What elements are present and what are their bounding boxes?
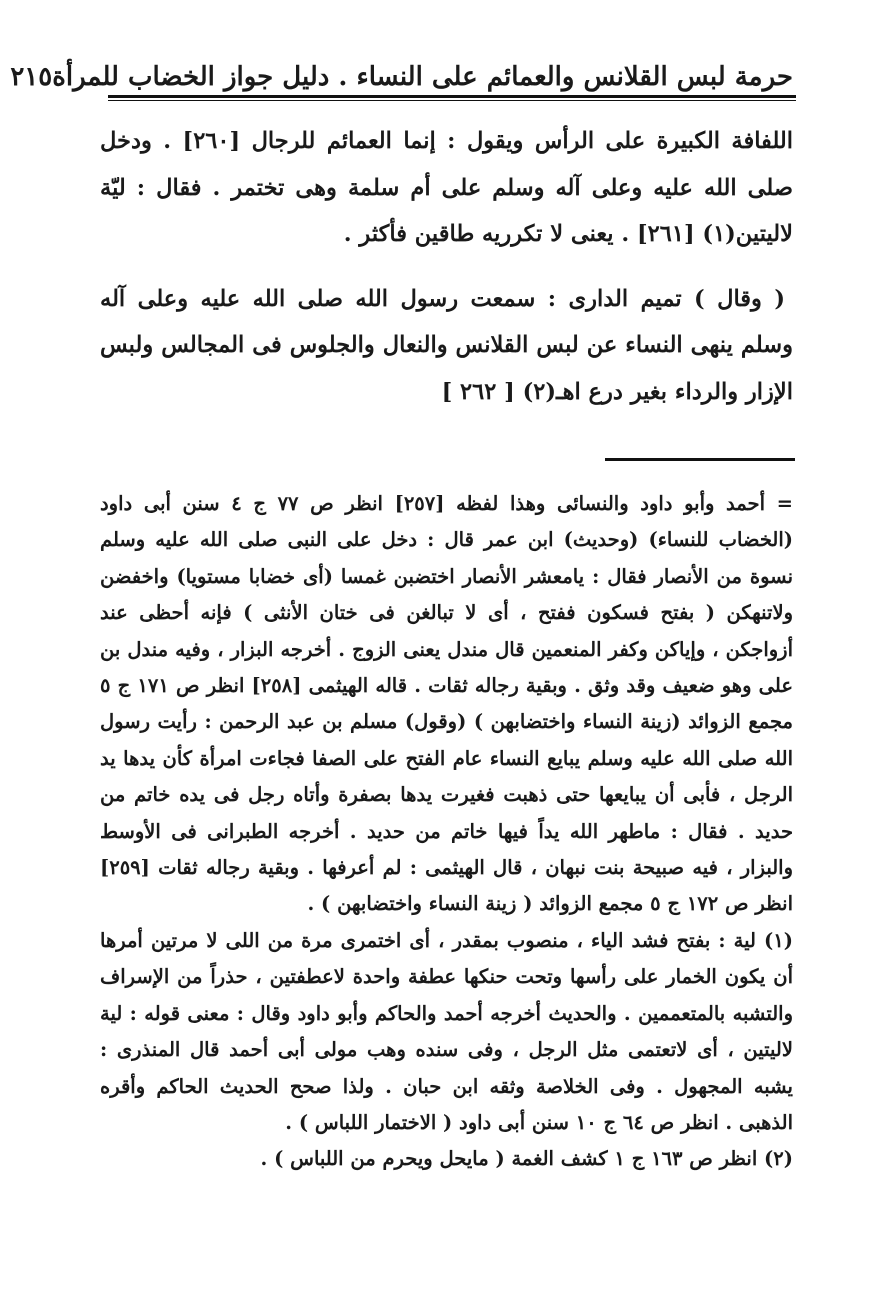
running-title: حرمة لبس القلانس والعمائم على النساء . دليل جواز الخضاب للمرأة	[52, 62, 793, 92]
footnote-1: (١) لية : بفتح فشد الياء ، منصوب بمقدر ، أى اختمرى مرة من اللى لا مرتين أمرها أن يكون الخمار على رأسها وتحت حنكها عطفة واحدة لاعطفتين ، حذراً من الإسراف والتشبه بالمتعممين . والحديث أخرجه أحمد والحاكم وأبو داود وقال : معنى قوله : لية لاليتين ، أى لاتعتمى مثل الرجل ، وفى سنده وهب مولى أبى أحمد قال المنذرى : يشبه المجهول . وفى الخلاصة وثقه ابن حبان . ولذا صحح الحديث الحاكم وأقره الذهبى . انظر ص ٦٤ ج ١٠ سنن أبى داود ( الاختمار اللباس ) .	[100, 928, 793, 1134]
main-paragraph: اللفافة الكبيرة على الرأس ويقول : إنما العمائم للرجال [٢٦٠] . ودخل صلى الله عليه وعلى آله وسلم على أم سلمة وهى تختمر . فقال : ليّة لاليتين(١) [٢٦١] . يعنى لا تكرريه طاقين فأكثر .	[100, 128, 793, 247]
footnotes	[100, 486, 793, 1178]
page-header	[10, 44, 793, 92]
header-rule	[108, 95, 796, 101]
page-number: ٢١٥	[10, 62, 53, 92]
main-text	[100, 118, 793, 415]
footnote-2: (٢) انظر ص ١٦٣ ج ١ كشف الغمة ( مايحل ويحرم من اللباس ) .	[260, 1147, 793, 1171]
footnote-separator	[605, 458, 795, 461]
main-paragraph: ( وقال ) تميم الدارى : سمعت رسول الله صلى الله عليه وعلى آله وسلم ينهى النساء عن لبس القلانس والنعال والجلوس فى المجالس ولبس الإزار والرداء بغير درع اهـ(٢) [ ٢٦٢ ]	[100, 285, 793, 405]
footnote-continued: = أحمد وأبو داود والنسائى وهذا لفظه [٢٥٧] انظر ص ٧٧ ج ٤ سنن أبى داود (الخضاب للنساء) (وحديث) ابن عمر قال : دخل على النبى صلى الله عليه وسلم نسوة من الأنصار فقال : يامعشر الأنصار اختضبن غمسا (أى خضابا مستويا) واخفضن ولاتنهكن ( بفتح فسكون ففتح ، أى لا تبالغن فى ختان الأنثى ) فإنه أحظى عند أزواجكن ، وإياكن وكفر المنعمين قال مندل يعنى الزوج . أخرجه البزار ، وفيه مندل بن على وهو ضعيف وقد وثق . وبقية رجاله ثقات . قاله الهيثمى [٢٥٨] انظر ص ١٧١ ج ٥ مجمع الزوائد (زينة النساء واختضابهن ) (وقول) مسلم بن عبد الرحمن : رأيت رسول الله صلى الله عليه وسلم يبايع النساء عام الفتح على الصفا فجاءت امرأة كأن يدها يد الرجل ، فأبى أن يبايعها حتى ذهبت فغيرت يدها بصفرة وأتاه رجل فى يده خاتم من حديد . فقال : ماطهر الله يداً فيها خاتم من حديد . أخرجه الطبرانى فى الأوسط والبزار ، فيه صبيحة بنت نبهان ، قال الهيثمى : لم أعرفها . وبقية رجاله ثقات [٢٥٩] انظر ص ١٧٢ ج ٥ مجمع الزوائد ( زينة النساء واختضابهن ) .	[100, 492, 793, 916]
